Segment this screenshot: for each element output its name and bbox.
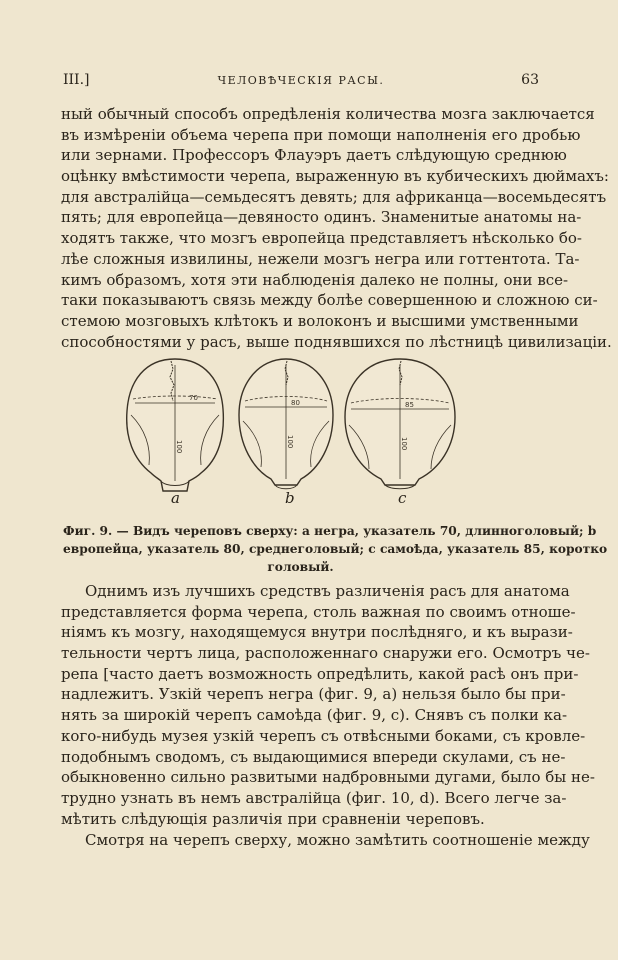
text-line: тельности чертъ лица, расположеннаго снаружи его. Осмотръ че- [61, 644, 590, 663]
text-line: способностями у расъ, выше поднявшихся по лѣстницѣ цивилизаціи. [61, 332, 612, 351]
skull-b-letter: b [285, 489, 295, 507]
text-line: стемою мозговыхъ клѣтокъ и волоконъ и высшими умственными [61, 311, 579, 330]
text-line: нять за широкій черепъ самоѣда (фиг. 9, c). Снявъ съ полки ка- [61, 706, 568, 725]
text-line: или зернами. Профессоръ Флауэръ даетъ слѣдующую среднюю [61, 146, 567, 165]
skull-c-letter: c [398, 489, 407, 507]
skull-a-illustration [115, 355, 235, 495]
skull-c-index: 85 [405, 401, 414, 409]
skull-b-index: 80 [291, 399, 300, 407]
text-line: Однимъ изъ лучшихъ средствъ различенія расъ для анатома [85, 582, 570, 600]
text-line: оцѣнку вмѣстимости черепа, выраженную въ кубическихъ дюймахъ: [61, 167, 609, 186]
text-line: для австралійца—семьдесятъ девять; для африканца—восемьдесятъ [61, 187, 607, 206]
text-line: лѣе сложныя извилины, нежели мозгъ негра или готтентота. Та- [61, 249, 580, 268]
text-line: Смотря на черепъ сверху, можно замѣтить соотношеніе между [85, 831, 590, 849]
text-line: пять; для европейца—девяносто одинъ. Знаменитые анатомы на- [61, 208, 582, 227]
skull-a-index: 70 [189, 394, 198, 402]
paragraph-1 [61, 104, 612, 352]
skull-c-illustration [341, 355, 459, 495]
text-line: надлежитъ. Узкій черепъ негра (фиг. 9, a) нельзя было бы при- [61, 685, 566, 704]
skull-a-letter: a [171, 489, 180, 507]
running-title: ЧЕЛОВѢЧЕСКІЯ РАСЫ. [217, 74, 385, 87]
text-line: репа [часто даетъ возможность опредѣлить, какой расѣ онъ при- [61, 664, 579, 683]
skull-b-illustration [231, 355, 341, 495]
skull-a-length: 100 [175, 440, 183, 454]
text-line: трудно узнать въ немъ австралійца (фиг. 10, d). Всего легче за- [61, 788, 567, 807]
paragraph-2 [61, 581, 595, 829]
skull-b-length: 100 [286, 435, 294, 449]
text-line: таки показываютъ связь между болѣе совершенною и сложною си- [61, 291, 598, 310]
caption-line: Фиг. 9. — Видъ череповъ сверху: a негра, указатель 70, длинноголовый; b [63, 524, 597, 538]
skull-c-length: 100 [400, 437, 408, 451]
text-line: представляется форма черепа, столь важная по своимъ отноше- [61, 602, 576, 621]
text-line: ходятъ также, что мозгъ европейца представляетъ нѣсколько бо- [61, 229, 583, 248]
paragraph-3 [61, 830, 590, 851]
caption-line: европейца, указатель 80, среднеголовый; c самоѣда, указатель 85, коротко [63, 541, 608, 556]
page-number: 63 [521, 72, 539, 88]
text-line: подобнымъ сводомъ, съ выдающимися впереди скулами, съ не- [61, 747, 566, 766]
text-line: ніямъ къ мозгу, находящемуся внутри послѣдняго, и къ вырази- [61, 623, 573, 642]
figure-caption [63, 523, 608, 576]
text-line: кого-нибудь музея узкій черепъ съ отвѣсными боками, съ кровле- [61, 726, 586, 745]
text-line: ный обычный способъ опредѣленія количества мозга заключается [61, 105, 595, 123]
caption-line: головый. [267, 559, 334, 574]
text-line: мѣтить слѣдующія различія при сравненіи череповъ. [61, 809, 485, 828]
text-line: въ измѣреніи объема черепа при помощи наполненія его дробью [61, 125, 581, 144]
text-line: кимъ образомъ, хотя эти наблюденія далеко не полны, они все- [61, 270, 569, 289]
text-line: обыкновенно сильно развитыми надбровными дугами, было бы не- [61, 768, 595, 787]
chapter-number: III.] [63, 72, 90, 88]
running-header [63, 72, 539, 90]
figure-9-skulls [115, 355, 525, 515]
